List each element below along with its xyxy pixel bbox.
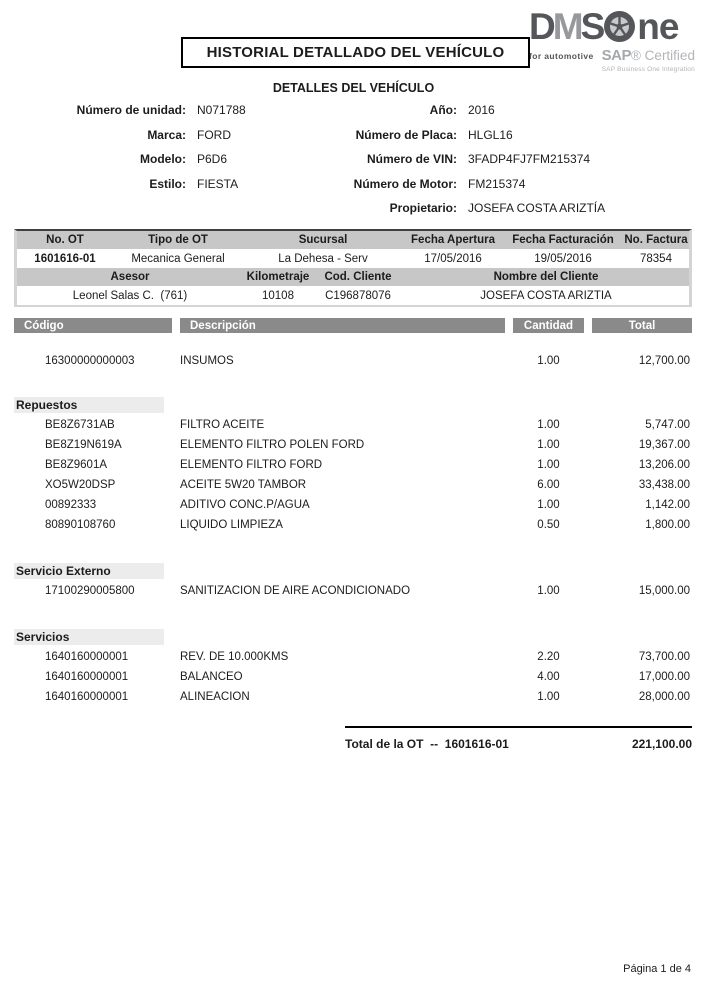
item-quantity: 1.00	[537, 459, 560, 471]
work-order-table	[14, 229, 692, 307]
item-code: BE8Z6731AB	[45, 419, 115, 431]
item-description: BALANCEO	[180, 671, 243, 683]
field-model	[14, 152, 246, 177]
ot-client-code: C196878076	[325, 289, 391, 302]
item-code: 1640160000001	[45, 671, 129, 683]
col-header-kilometraje: Kilometraje	[246, 271, 310, 283]
item-code: XO5W20DSP	[45, 479, 116, 491]
item-quantity: 1.00	[537, 355, 560, 367]
report-title: HISTORIAL DETALLADO DEL VEHÍCULO	[181, 37, 530, 68]
item-total: 28,000.00	[638, 691, 690, 703]
field-value: HLGL16	[468, 127, 513, 142]
logo-letter-m: M	[552, 6, 581, 47]
item-code: 1640160000001	[45, 691, 129, 703]
field-value: FIESTA	[197, 176, 239, 191]
item-description: FILTRO ACEITE	[180, 419, 265, 431]
field-value: N071788	[197, 103, 246, 117]
item-quantity: 1.00	[537, 585, 560, 597]
item-total: 1,800.00	[645, 519, 690, 531]
item-code: BE8Z9601A	[45, 459, 108, 471]
item-quantity: 1.00	[537, 499, 560, 511]
field-label: Año:	[429, 103, 457, 117]
col-header-nombre-cliente: Nombre del Cliente	[493, 271, 599, 283]
item-code: 1640160000001	[45, 651, 129, 663]
item-code: 80890108760	[45, 519, 116, 531]
item-row	[14, 435, 692, 455]
field-value: 2016	[468, 103, 495, 117]
item-code: 17100290005800	[45, 585, 135, 597]
logo-letters-ne: ne	[637, 6, 679, 47]
item-row	[14, 455, 692, 475]
item-total: 17,000.00	[638, 671, 690, 683]
sap-subtext: SAP Business One Integration	[601, 66, 695, 73]
field-value: P6D6	[197, 152, 228, 166]
section-header-servicios: Servicios	[14, 629, 692, 645]
field-vin-number	[338, 152, 605, 177]
field-label: Estilo:	[149, 176, 186, 191]
col-header-codigo: Código	[14, 318, 172, 333]
section-subtitle: DETALLES DEL VEHÍCULO	[272, 81, 435, 95]
field-plate-number	[338, 128, 605, 153]
field-label: Número de VIN:	[366, 152, 457, 166]
line-items-table	[14, 318, 692, 707]
logo-letter-s: S	[580, 6, 603, 47]
item-code: BE8Z19N619A	[45, 439, 122, 451]
item-total: 15,000.00	[638, 585, 690, 597]
item-total: 5,747.00	[645, 419, 690, 431]
item-row	[14, 351, 692, 371]
item-total: 33,438.00	[638, 479, 690, 491]
items-header-row	[14, 318, 692, 333]
item-description: ELEMENTO FILTRO FORD	[180, 459, 323, 471]
item-total: 12,700.00	[638, 355, 690, 367]
ot-data-row-2	[17, 286, 689, 305]
ot-total-label: Total de la OT -- 1601616-01	[345, 737, 509, 751]
ot-data-row-1	[17, 249, 689, 268]
col-header-no-factura: No. Factura	[624, 234, 688, 246]
field-value: JOSEFA COSTA ARIZTÍA	[468, 201, 606, 215]
item-description: ELEMENTO FILTRO POLEN FORD	[180, 439, 365, 451]
item-row	[14, 667, 692, 687]
ot-total-value: 221,100.00	[631, 737, 692, 751]
col-header-sucursal: Sucursal	[298, 234, 348, 246]
item-row	[14, 475, 692, 495]
field-label: Número de unidad:	[76, 103, 186, 117]
item-quantity: 2.20	[537, 651, 560, 663]
col-header-cantidad: Cantidad	[513, 318, 584, 333]
item-description: INSUMOS	[180, 355, 234, 367]
sap-logo-text: SAP	[601, 47, 631, 64]
sap-certified-text: ® Certified	[630, 48, 695, 63]
item-description: ALINEACION	[180, 691, 250, 703]
ot-client-name: JOSEFA COSTA ARIZTÍA	[480, 289, 612, 302]
field-owner	[338, 201, 605, 226]
ot-total-block	[345, 726, 692, 751]
col-header-descripcion: Descripción	[180, 318, 505, 333]
ot-invoice-date: 19/05/2016	[534, 252, 592, 265]
ot-header-row-1	[17, 231, 689, 249]
item-total: 13,206.00	[638, 459, 690, 471]
field-unit-number	[14, 103, 246, 128]
item-quantity: 1.00	[537, 439, 560, 451]
ot-type: Mecanica General	[131, 252, 225, 265]
field-year	[338, 103, 605, 128]
field-label: Marca:	[147, 127, 186, 142]
dmsone-logo-wordmark	[529, 8, 699, 45]
ot-number: 1601616-01	[34, 252, 96, 265]
ot-mileage: 10108	[262, 289, 294, 302]
ot-invoice-number: 78354	[640, 252, 672, 265]
item-description: SANITIZACION DE AIRE ACONDICIONADO	[180, 585, 411, 597]
section-header-servicio-externo: Servicio Externo	[14, 563, 692, 579]
field-label: Número de Motor:	[353, 176, 457, 191]
item-total: 73,700.00	[638, 651, 690, 663]
item-row	[14, 581, 692, 601]
section-header-repuestos: Repuestos	[14, 397, 692, 413]
col-header-tipo-ot: Tipo de OT	[148, 234, 208, 246]
ot-branch: La Dehesa - Serv	[278, 252, 368, 265]
item-row	[14, 415, 692, 435]
item-row	[14, 647, 692, 667]
item-description: ACEITE 5W20 TAMBOR	[180, 479, 307, 491]
vehicle-details-left	[14, 103, 246, 201]
item-quantity: 6.00	[537, 479, 560, 491]
col-header-total: Total	[592, 318, 692, 333]
field-style	[14, 177, 246, 202]
item-quantity: 0.50	[537, 519, 560, 531]
ot-advisor: Leonel Salas C. (761)	[72, 289, 188, 302]
vehicle-details-right	[338, 103, 605, 226]
tire-wheel-icon	[603, 10, 636, 43]
field-value: 3FADP4FJ7FM215374	[468, 152, 591, 166]
item-quantity: 4.00	[537, 671, 560, 683]
ot-header-row-2	[17, 268, 689, 286]
item-total: 1,142.00	[645, 499, 690, 511]
item-total: 19,367.00	[638, 439, 690, 451]
col-header-fecha-facturacion: Fecha Facturación	[512, 234, 614, 246]
item-description: ADITIVO CONC.P/AGUA	[180, 499, 310, 511]
field-label: Modelo:	[140, 152, 186, 166]
item-code: 00892333	[45, 499, 97, 511]
item-description: LIQUIDO LIMPIEZA	[180, 519, 283, 531]
col-header-fecha-apertura: Fecha Apertura	[411, 234, 495, 246]
field-value: FORD	[197, 127, 231, 142]
col-header-cod-cliente: Cod. Cliente	[324, 271, 392, 283]
item-row	[14, 687, 692, 707]
item-row	[14, 495, 692, 515]
item-row	[14, 515, 692, 535]
field-label: Propietario:	[389, 201, 457, 215]
item-code: 16300000000003	[45, 355, 135, 367]
ot-open-date: 17/05/2016	[424, 252, 482, 265]
field-label: Número de Placa:	[355, 127, 457, 142]
logo-tagline: for automotive	[529, 51, 594, 61]
col-header-no-ot: No. OT	[46, 234, 84, 246]
field-brand	[14, 128, 246, 153]
item-quantity: 1.00	[537, 419, 560, 431]
page-indicator: Página 1 de 4	[623, 963, 691, 975]
logo-tagline-row	[529, 47, 699, 73]
dmsone-logo	[529, 8, 699, 73]
item-description: REV. DE 10.000KMS	[180, 651, 289, 663]
logo-letter-d: D	[529, 6, 553, 47]
item-quantity: 1.00	[537, 691, 560, 703]
sap-certified-block	[602, 47, 695, 73]
field-engine-number	[338, 177, 605, 202]
field-value: FM215374	[468, 176, 526, 191]
col-header-asesor: Asesor	[110, 271, 150, 283]
